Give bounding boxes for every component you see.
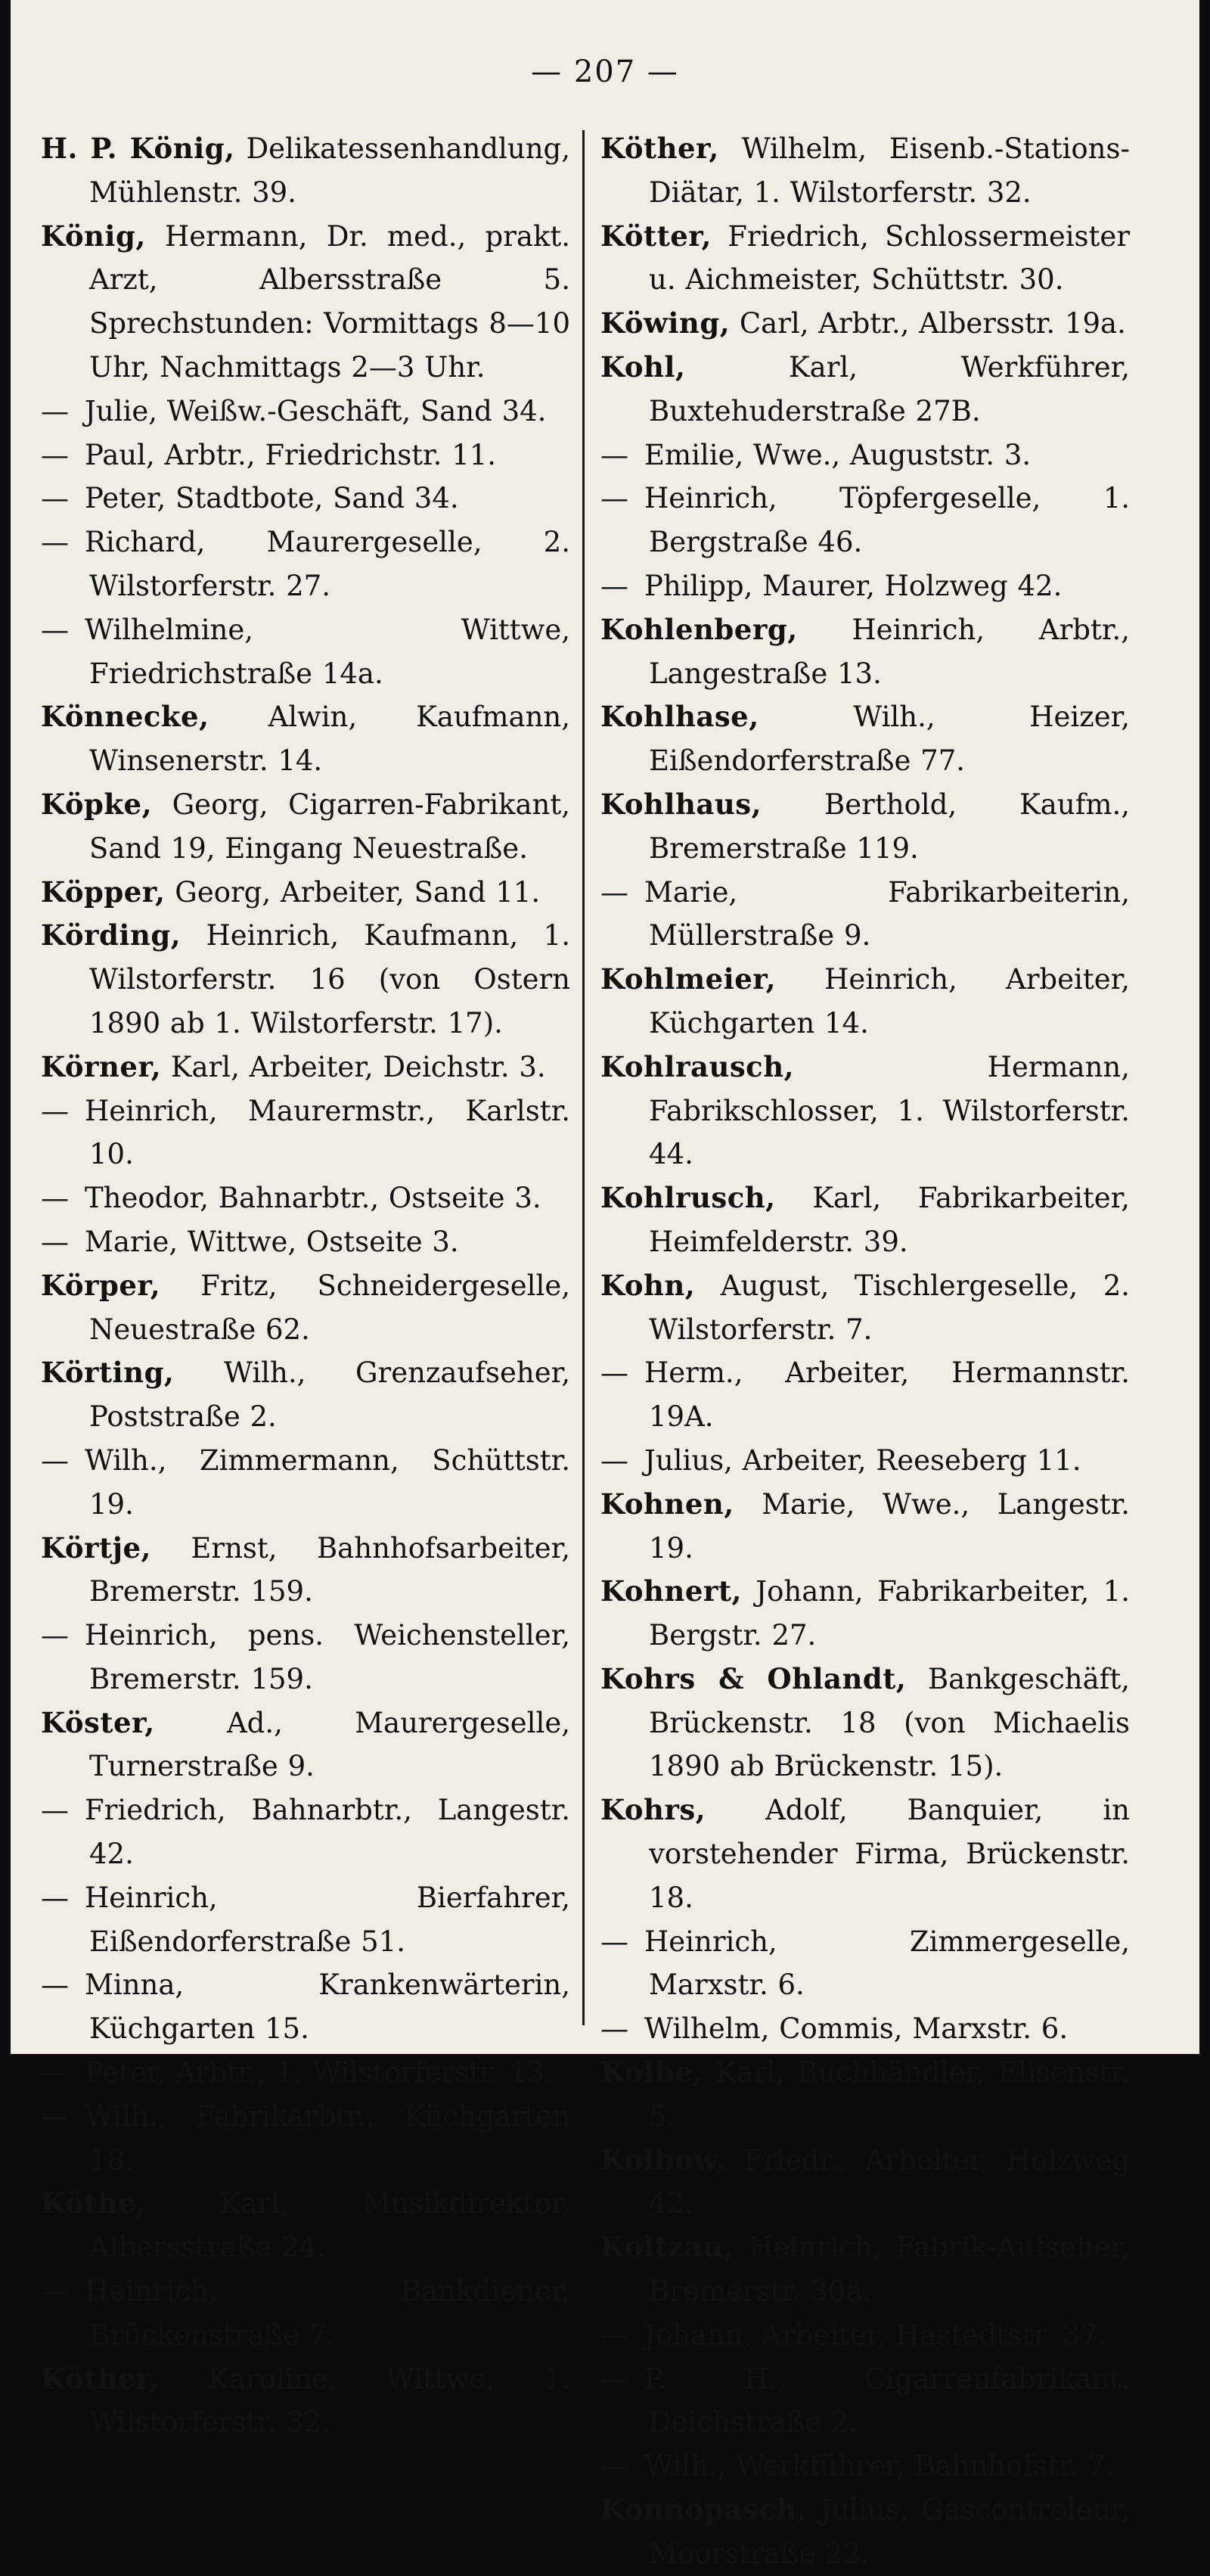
entry-details: Karoline, Wittwe, 1. Wilstorferstr. 32.	[89, 2362, 570, 2439]
entry-surname: Kolbe,	[600, 2056, 703, 2090]
directory-entry	[600, 564, 1130, 608]
entry-details: Wilh., Heizer, Eißendorferstraße 77.	[649, 701, 1130, 778]
entry-details: Heinrich, Bierfahrer, Eißendorferstraße 51.	[85, 1881, 570, 1958]
entry-details: Berthold, Kaufm., Bremerstraße 119.	[649, 788, 1130, 865]
directory-entry	[41, 1176, 570, 1220]
directory-entry	[600, 2139, 1130, 2226]
entry-details: Carl, Arbtr., Albersstr. 19a.	[730, 307, 1126, 340]
entry-surname: König,	[41, 219, 146, 253]
entry-details: Wilhelm, Commis, Marxstr. 6.	[644, 2012, 1069, 2046]
entry-surname: Kohlrusch,	[600, 1181, 776, 1215]
entry-surname: Kohlhaus,	[600, 787, 762, 821]
directory-entry	[600, 1483, 1130, 1571]
entry-details: Hermann, Fabrikschlosser, 1. Wilstorferstr. 44.	[649, 1050, 1130, 1171]
entry-surname: Konnopasch,	[600, 2493, 807, 2527]
directory-entry	[600, 1046, 1130, 1176]
entry-details: Heinrich, Fabrik-Aufseher, Bremerstr. 30a.	[649, 2231, 1130, 2308]
directory-entry	[600, 433, 1130, 477]
directory-entry	[41, 2051, 570, 2095]
entry-details: Wilh., Zimmermann, Schüttstr. 19.	[85, 1443, 570, 1521]
entry-details: Wilhelmine, Wittwe, Friedrichstraße 14a.	[85, 613, 570, 690]
entry-dash: —	[600, 482, 628, 515]
directory-entry	[41, 520, 570, 608]
directory-entry	[41, 390, 570, 433]
entry-details: Ernst, Bahnhofsarbeiter, Bremerstr. 159.	[89, 1531, 570, 1608]
entry-details: Julie, Weißw.-Geschäft, Sand 34.	[85, 394, 547, 427]
entry-dash: —	[600, 2362, 628, 2395]
entry-details: Ad., Maurergeselle, Turnerstraße 9.	[89, 1706, 570, 1783]
entry-dash: —	[41, 2275, 69, 2308]
directory-entry	[600, 2226, 1130, 2313]
entry-dash: —	[41, 1619, 69, 1652]
entry-details: Peter, Stadtbote, Sand 34.	[85, 482, 459, 515]
entry-surname: Körper,	[41, 1268, 161, 1302]
entry-surname: Köthe,	[41, 2186, 147, 2220]
directory-entry	[41, 1963, 570, 2051]
directory-entry	[600, 1351, 1130, 1439]
directory-entry	[41, 783, 570, 871]
directory-entry	[41, 2182, 570, 2270]
directory-entry	[41, 215, 570, 390]
entry-details: Friedrich, Bahnarbtr., Langestr. 42.	[85, 1794, 570, 1871]
entry-dash: —	[600, 2318, 628, 2351]
entry-details: Karl, Werkführer, Buxtehuderstraße 27B.	[649, 350, 1130, 427]
entry-details: Georg, Arbeiter, Sand 11.	[165, 875, 541, 909]
entry-details: Peter, Arbtr., 1. Wilstorferstr. 13.	[85, 2056, 554, 2090]
directory-entry	[41, 1439, 570, 1527]
entry-details: August, Tischlergeselle, 2. Wilstorferstr. 7.	[649, 1269, 1130, 1346]
entry-surname: H. P. König,	[41, 132, 235, 165]
entry-dash: —	[600, 1356, 628, 1390]
directory-page	[11, 0, 1199, 2570]
entry-details: Wilh., Grenzaufseher, Poststraße 2.	[89, 1356, 570, 1434]
directory-entry	[41, 1220, 570, 1264]
directory-entry	[41, 871, 570, 915]
entry-details: Heinrich, Zimmergeselle, Marxstr. 6.	[644, 1925, 1130, 2002]
entry-details: Heinrich, Töpfergeselle, 1. Bergstraße 46.	[644, 482, 1130, 559]
directory-entry	[600, 1920, 1130, 2008]
entry-dash: —	[600, 2012, 628, 2046]
entry-surname: Kohlhase,	[600, 700, 759, 734]
entry-details: Delikatessenhandlung, Mühlenstr. 39.	[89, 132, 570, 209]
right-column	[600, 127, 1130, 2576]
entry-surname: Koltzau,	[600, 2230, 734, 2264]
entry-details: Friedrich, Schlossermeister u. Aichmeister, Schüttstr. 30.	[649, 219, 1130, 297]
entry-details: Wilh., Fabrikarbtr., Küchgarten 18.	[85, 2099, 570, 2177]
entry-surname: Köpke,	[41, 787, 152, 821]
entry-details: Johann, Arbeiter, Hastedtstr. 37.	[644, 2318, 1107, 2351]
entry-surname: Kötter,	[600, 219, 712, 253]
entry-dash: —	[600, 1925, 628, 1958]
entry-details: Heinrich, Bankdiener, Brückenstraße 7.	[85, 2275, 570, 2351]
directory-entry	[600, 695, 1130, 783]
directory-entry	[600, 127, 1130, 215]
directory-entry	[41, 1614, 570, 1701]
entry-surname: Könnecke,	[41, 700, 209, 734]
entry-surname: Köster,	[41, 1705, 155, 1739]
entry-surname: Kohnen,	[600, 1487, 734, 1521]
entry-details: Heinrich, Kaufmann, 1. Wilstorferstr. 16 (von Ostern 1890 ab 1. Wilstorferstr. 17).	[89, 919, 570, 1039]
entry-details: Karl, Musikdirektor, Albersstraße 24.	[89, 2187, 570, 2264]
entry-details: Marie, Wwe., Langestr. 19.	[649, 1487, 1130, 1565]
entry-details: Karl, Fabrikarbeiter, Heimfelderstr. 39.	[649, 1182, 1130, 1258]
entry-details: Alwin, Kaufmann, Winsenerstr. 14.	[89, 701, 570, 778]
directory-entry	[41, 695, 570, 783]
entry-surname: Kohl,	[600, 350, 686, 384]
directory-entry	[41, 433, 570, 477]
directory-entry	[600, 2444, 1130, 2488]
directory-entry	[600, 871, 1130, 959]
directory-entry	[600, 346, 1130, 433]
directory-entry	[600, 783, 1130, 871]
entry-details: Julius, Gascontroleur, Moorstraße 22.	[649, 2494, 1130, 2570]
entry-dash: —	[41, 1182, 69, 1215]
directory-entry	[41, 1264, 570, 1352]
directory-entry	[600, 958, 1130, 1046]
directory-entry	[600, 2488, 1130, 2576]
entry-details: Minna, Krankenwärterin, Küchgarten 15.	[85, 1969, 570, 2046]
entry-details: Philipp, Maurer, Holzweg 42.	[644, 569, 1063, 602]
entry-details: Wilh., Werkführer, Bahnhofstr. 7.	[644, 2450, 1115, 2483]
entry-surname: Köwing,	[600, 306, 731, 340]
entry-dash: —	[41, 2056, 69, 2090]
entry-details: Adolf, Banquier, in vorstehender Firma, Brückenstr. 18.	[649, 1794, 1130, 1914]
entry-dash: —	[41, 526, 69, 559]
entry-surname: Kohn,	[600, 1268, 696, 1302]
entry-surname: Köther,	[600, 132, 719, 165]
entry-dash: —	[41, 1443, 69, 1477]
entry-details: Heinrich, Maurermstr., Karlstr. 10.	[85, 1094, 570, 1171]
directory-entry	[600, 1176, 1130, 1264]
directory-entry	[41, 1876, 570, 1964]
directory-entry	[41, 2095, 570, 2183]
directory-entry	[41, 1527, 570, 1614]
entry-dash: —	[41, 482, 69, 515]
directory-entry	[41, 2270, 570, 2357]
column-divider	[582, 130, 585, 2025]
entry-dash: —	[41, 1881, 69, 1914]
entry-details: Heinrich, pens. Weichensteller, Bremerstr. 159.	[85, 1619, 570, 1695]
directory-entry	[41, 127, 570, 215]
entry-details: Heinrich, Arbtr., Langestraße 13.	[649, 613, 1130, 690]
directory-entry	[600, 477, 1130, 564]
directory-entry	[41, 1701, 570, 1789]
entry-dash: —	[41, 1794, 69, 1827]
entry-details: Friedr., Arbeiter, Holzweg 42.	[649, 2143, 1130, 2220]
directory-entry	[41, 1046, 570, 1089]
entry-dash: —	[41, 2099, 69, 2133]
directory-entry	[600, 2051, 1130, 2139]
directory-entry	[41, 2357, 570, 2445]
entry-surname: Körding,	[41, 918, 182, 952]
page-number: — 207 —	[531, 54, 679, 89]
directory-entry	[41, 608, 570, 696]
entry-dash: —	[600, 1443, 628, 1477]
entry-dash: —	[41, 394, 69, 427]
entry-surname: Kohrs & Ohlandt,	[600, 1661, 907, 1695]
entry-details: Richard, Maurergeselle, 2. Wilstorferstr. 27.	[85, 526, 570, 602]
entry-dash: —	[600, 438, 628, 471]
directory-entry	[600, 1570, 1130, 1658]
entry-details: Theodor, Bahnarbtr., Ostseite 3.	[85, 1182, 541, 1215]
entry-details: Fritz, Schneidergeselle, Neuestraße 62.	[89, 1269, 570, 1346]
entry-details: P. H., Cigarrenfabrikant. Deichstraße 2.	[644, 2362, 1130, 2439]
entry-surname: Körner,	[41, 1049, 162, 1083]
entry-dash: —	[41, 613, 69, 646]
entry-dash: —	[600, 875, 628, 909]
entry-details: Karl, Buchhändler, Elisenstr. 5.	[649, 2056, 1130, 2133]
entry-details: Emilie, Wwe., Auguststr. 3.	[644, 438, 1032, 471]
entry-details: Karl, Arbeiter, Deichstr. 3.	[161, 1050, 546, 1083]
entry-surname: Köther,	[41, 2361, 160, 2395]
directory-entry	[41, 1089, 570, 1177]
entry-dash: —	[41, 438, 69, 471]
entry-dash: —	[600, 2450, 628, 2483]
left-column	[41, 127, 570, 2444]
directory-entry	[600, 608, 1130, 696]
entry-dash: —	[41, 1969, 69, 2002]
entry-surname: Kohlenberg,	[600, 612, 798, 646]
entry-details: Marie, Fabrikarbeiterin, Müllerstraße 9.	[644, 875, 1130, 952]
directory-entry	[600, 1264, 1130, 1352]
entry-surname: Körting,	[41, 1356, 175, 1390]
directory-entry	[600, 2007, 1130, 2051]
directory-entry	[600, 2313, 1130, 2357]
entry-surname: Köpper,	[41, 875, 166, 909]
entry-dash: —	[41, 1225, 69, 1258]
directory-entry	[41, 1788, 570, 1876]
entry-details: Julius, Arbeiter, Reeseberg 11.	[644, 1443, 1081, 1477]
directory-entry	[600, 1439, 1130, 1483]
directory-entry	[41, 1351, 570, 1439]
entry-details: Georg, Cigarren-Fabrikant, Sand 19, Eingang Neuestraße.	[89, 788, 570, 865]
entry-surname: Kohrs,	[600, 1793, 706, 1827]
entry-surname: Körtje,	[41, 1530, 151, 1565]
entry-surname: Kohlrausch,	[600, 1049, 794, 1083]
directory-entry	[600, 1788, 1130, 1919]
entry-details: Johann, Fabrikarbeiter, 1. Bergstr. 27.	[649, 1575, 1130, 1652]
entry-details: Heinrich, Arbeiter, Küchgarten 14.	[649, 963, 1130, 1039]
entry-surname: Kohlmeier,	[600, 962, 776, 996]
entry-details: Hermann, Dr. med., prakt. Arzt, Albersstraße 5. Sprechstunden: Vormittags 8—10 Uhr, Nachmittags 2—3 Uhr.	[89, 219, 570, 384]
directory-entry	[41, 477, 570, 520]
directory-entry	[600, 302, 1130, 346]
entry-details: Bankgeschäft, Brückenstr. 18 (von Michaelis 1890 ab Brückenstr. 15).	[649, 1662, 1130, 1783]
entry-details: Marie, Wittwe, Ostseite 3.	[85, 1225, 459, 1258]
entry-details: Wilhelm, Eisenb.-Stations-Diätar, 1. Wilstorferstr. 32.	[649, 132, 1130, 209]
entry-surname: Kohnert,	[600, 1574, 742, 1608]
directory-entry	[600, 1658, 1130, 1788]
entry-dash: —	[41, 1094, 69, 1127]
entry-surname: Kolbow,	[600, 2143, 726, 2177]
entry-dash: —	[600, 569, 628, 602]
directory-entry	[600, 215, 1130, 303]
directory-entry	[600, 2357, 1130, 2445]
entry-details: Herm., Arbeiter, Hermannstr. 19A.	[644, 1356, 1130, 1434]
directory-entry	[41, 914, 570, 1045]
entry-details: Paul, Arbtr., Friedrichstr. 11.	[85, 438, 497, 471]
